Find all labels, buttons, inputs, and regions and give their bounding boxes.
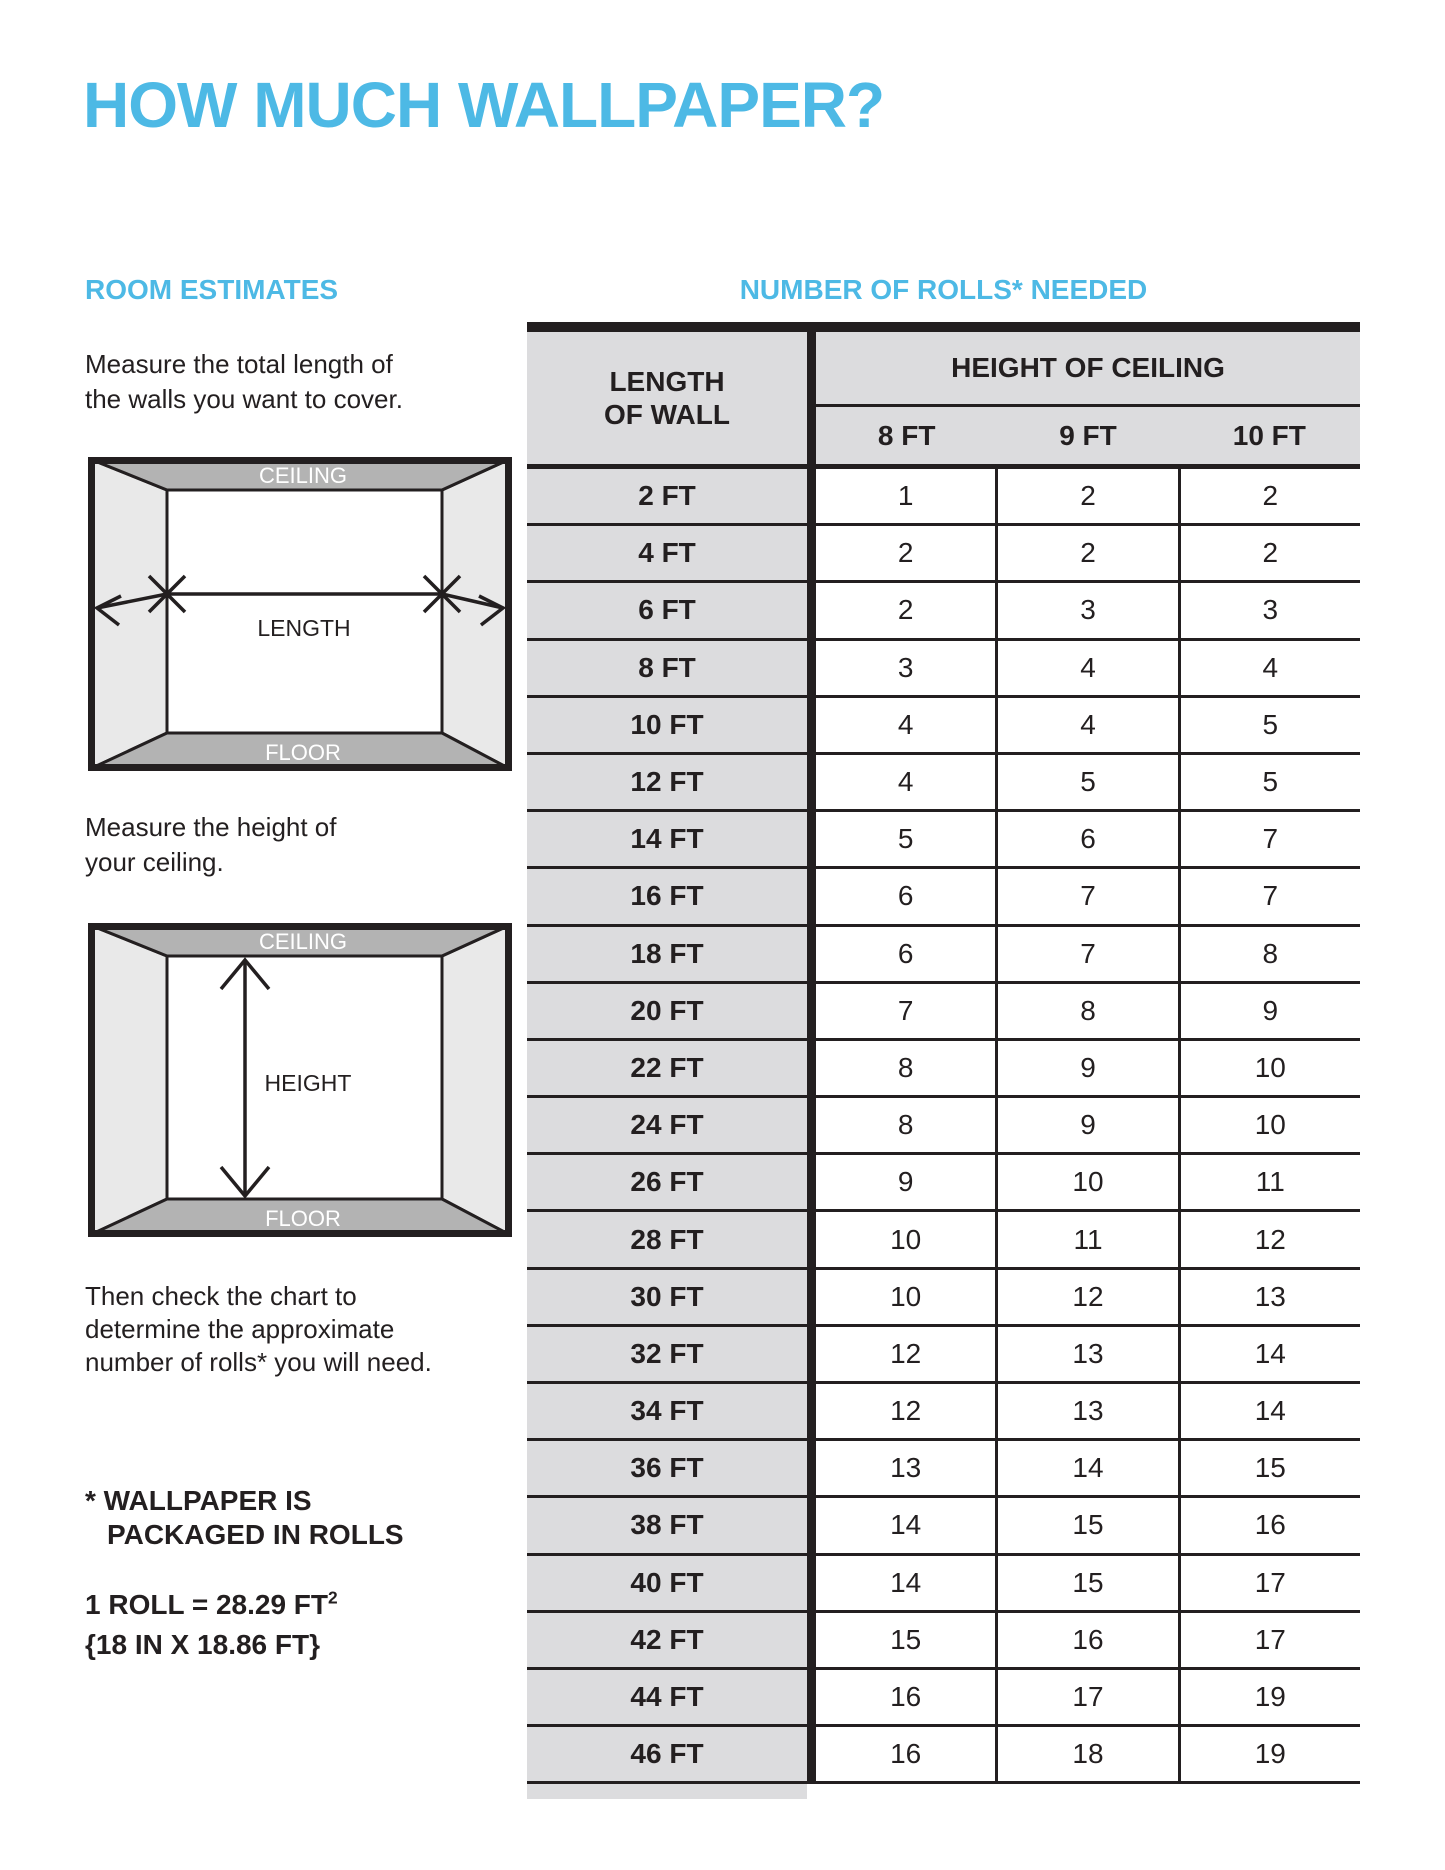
rolls-value-10ft: 15	[1181, 1441, 1360, 1495]
room-estimates-heading: ROOM ESTIMATES	[85, 274, 339, 305]
table-row	[527, 1155, 1360, 1212]
rolls-value-9ft: 13	[998, 1384, 1180, 1438]
wall-length-cell: 8 FT	[527, 641, 807, 695]
rolls-value-8ft: 1	[816, 469, 998, 523]
right-wall	[442, 459, 510, 769]
row-divider	[807, 869, 816, 923]
wall-length-cell: 2 FT	[527, 469, 807, 523]
left-column-tail	[527, 1784, 807, 1799]
wall-length-cell: 16 FT	[527, 869, 807, 923]
row-divider	[807, 755, 816, 809]
row-divider	[807, 526, 816, 580]
table-row	[527, 698, 1360, 755]
rolls-value-8ft: 7	[816, 984, 998, 1038]
table-row	[527, 984, 1360, 1041]
rolls-value-9ft: 16	[998, 1613, 1180, 1667]
ceiling-header-group	[816, 332, 1360, 464]
ceiling-label: CEILING	[258, 463, 348, 488]
length-of-wall-line2: OF WALL	[604, 399, 730, 430]
wall-length-cell: 36 FT	[527, 1441, 807, 1495]
step2-text	[85, 810, 337, 880]
row-divider	[807, 469, 816, 523]
row-divider	[807, 1270, 816, 1324]
table-row	[527, 1613, 1360, 1670]
rolls-value-9ft: 15	[998, 1498, 1180, 1552]
row-divider	[807, 1670, 816, 1724]
row-divider	[807, 698, 816, 752]
row-divider	[807, 1441, 816, 1495]
rolls-value-9ft: 4	[998, 698, 1180, 752]
rolls-value-10ft: 5	[1181, 698, 1360, 752]
rolls-value-10ft: 10	[1181, 1098, 1360, 1152]
table-row	[527, 812, 1360, 869]
back-wall	[167, 490, 442, 733]
table-row	[527, 1670, 1360, 1727]
rolls-value-9ft: 14	[998, 1441, 1180, 1495]
table-row	[527, 1441, 1360, 1498]
table-row	[527, 755, 1360, 812]
rolls-value-9ft: 2	[998, 526, 1180, 580]
length-of-wall-header	[527, 332, 807, 464]
header-divider	[807, 332, 816, 464]
floor-label: FLOOR	[265, 1206, 341, 1231]
rolls-value-8ft: 14	[816, 1498, 998, 1552]
step3-line3: number of rolls* you will need.	[85, 1347, 432, 1377]
rolls-value-8ft: 16	[816, 1727, 998, 1781]
row-divider	[807, 1098, 816, 1152]
wall-length-cell: 44 FT	[527, 1670, 807, 1724]
rolls-value-10ft: 7	[1181, 869, 1360, 923]
footnote-line1: * WALLPAPER IS	[85, 1485, 312, 1516]
rolls-value-8ft: 6	[816, 927, 998, 981]
rolls-value-8ft: 4	[816, 755, 998, 809]
roll-equation: 1 ROLL = 28.29 $FT^2$	[85, 1587, 338, 1620]
rolls-value-10ft: 17	[1181, 1613, 1360, 1667]
rolls-value-9ft: 18	[998, 1727, 1180, 1781]
rolls-value-8ft: 14	[816, 1556, 998, 1610]
step2-line1: Measure the height of	[85, 812, 337, 842]
rolls-value-9ft: 6	[998, 812, 1180, 866]
rolls-value-10ft: 14	[1181, 1327, 1360, 1381]
row-divider	[807, 812, 816, 866]
row-divider	[807, 1498, 816, 1552]
length-label: LENGTH	[257, 615, 351, 641]
rolls-value-8ft: 5	[816, 812, 998, 866]
height-of-ceiling-header: HEIGHT OF CEILING	[816, 332, 1360, 407]
roll-dimensions: {18 IN X 18.86 FT}	[85, 1629, 321, 1660]
footnote-line2: PACKAGED IN ROLLS	[107, 1519, 404, 1550]
table-row	[527, 869, 1360, 926]
roll-size-info	[85, 1585, 338, 1665]
rolls-value-10ft: 16	[1181, 1498, 1360, 1552]
table-row	[527, 583, 1360, 640]
rolls-value-10ft: 13	[1181, 1270, 1360, 1324]
left-wall	[90, 459, 167, 769]
row-divider	[807, 1384, 816, 1438]
row-divider	[807, 1212, 816, 1266]
table-row	[527, 1498, 1360, 1555]
step1-text	[85, 347, 403, 417]
rolls-value-9ft: 4	[998, 641, 1180, 695]
wall-length-cell: 34 FT	[527, 1384, 807, 1438]
rolls-value-8ft: 2	[816, 583, 998, 637]
row-divider	[807, 1727, 816, 1781]
ceiling-height-columns	[816, 407, 1360, 464]
col-header-9ft: 9 FT	[1059, 419, 1117, 451]
table-row	[527, 1098, 1360, 1155]
height-label: HEIGHT	[264, 1070, 352, 1096]
rolls-value-8ft: 6	[816, 869, 998, 923]
rolls-value-9ft: 10	[998, 1155, 1180, 1209]
wall-length-cell: 18 FT	[527, 927, 807, 981]
rolls-value-8ft: 10	[816, 1270, 998, 1324]
step2-line2: your ceiling.	[85, 847, 224, 877]
wall-length-cell: 28 FT	[527, 1212, 807, 1266]
table-row	[527, 1041, 1360, 1098]
roll-exponent: 2	[328, 1587, 338, 1608]
rolls-value-8ft: 8	[816, 1098, 998, 1152]
table-row	[527, 927, 1360, 984]
step1-line2: the walls you want to cover.	[85, 384, 403, 414]
rolls-value-10ft: 19	[1181, 1727, 1360, 1781]
rolls-value-8ft: 16	[816, 1670, 998, 1724]
rolls-value-9ft: 15	[998, 1556, 1180, 1610]
rolls-value-8ft: 4	[816, 698, 998, 752]
rolls-value-9ft: 12	[998, 1270, 1180, 1324]
left-wall	[90, 925, 167, 1235]
row-divider	[807, 1327, 816, 1381]
row-divider	[807, 984, 816, 1038]
rolls-value-8ft: 8	[816, 1041, 998, 1095]
rolls-value-9ft: 9	[998, 1098, 1180, 1152]
rolls-value-10ft: 4	[1181, 641, 1360, 695]
floor-label: FLOOR	[265, 740, 341, 765]
table-row	[527, 641, 1360, 698]
rolls-value-10ft: 2	[1181, 526, 1360, 580]
wall-length-cell: 46 FT	[527, 1727, 807, 1781]
rolls-table	[527, 322, 1360, 1799]
table-header	[527, 332, 1360, 464]
col-header-8ft: 8 FT	[877, 419, 936, 451]
rolls-value-9ft: 3	[998, 583, 1180, 637]
wall-length-cell: 30 FT	[527, 1270, 807, 1324]
rolls-value-10ft: 12	[1181, 1212, 1360, 1266]
rolls-footnote	[85, 1484, 404, 1552]
wall-length-cell: 26 FT	[527, 1155, 807, 1209]
rolls-value-9ft: 7	[998, 869, 1180, 923]
wall-length-cell: 32 FT	[527, 1327, 807, 1381]
table-row	[527, 526, 1360, 583]
step3-line1: Then check the chart to	[85, 1281, 357, 1311]
wall-length-cell: 6 FT	[527, 583, 807, 637]
rolls-value-9ft: 5	[998, 755, 1180, 809]
col-header-10ft: 10 FT	[1232, 419, 1306, 451]
ceiling-label: CEILING	[258, 929, 348, 954]
rolls-value-9ft: 13	[998, 1327, 1180, 1381]
wall-length-cell: 20 FT	[527, 984, 807, 1038]
wall-length-cell: 4 FT	[527, 526, 807, 580]
wall-length-cell: 38 FT	[527, 1498, 807, 1552]
rolls-value-9ft: 11	[998, 1212, 1180, 1266]
table-row	[527, 1212, 1360, 1269]
rolls-needed-heading: NUMBER OF ROLLS* NEEDED	[739, 274, 1148, 305]
rolls-value-8ft: 12	[816, 1384, 998, 1438]
rolls-value-9ft: 2	[998, 469, 1180, 523]
table-row	[527, 1270, 1360, 1327]
rolls-value-8ft: 2	[816, 526, 998, 580]
rolls-value-10ft: 14	[1181, 1384, 1360, 1438]
row-divider	[807, 1613, 816, 1667]
rolls-value-10ft: 3	[1181, 583, 1360, 637]
table-row	[527, 1556, 1360, 1613]
rolls-value-10ft: 17	[1181, 1556, 1360, 1610]
wall-length-cell: 42 FT	[527, 1613, 807, 1667]
rolls-value-10ft: 2	[1181, 469, 1360, 523]
row-divider	[807, 583, 816, 637]
rolls-value-9ft: 9	[998, 1041, 1180, 1095]
wall-length-cell: 24 FT	[527, 1098, 807, 1152]
wall-length-cell: 10 FT	[527, 698, 807, 752]
rolls-value-10ft: 5	[1181, 755, 1360, 809]
table-top-bar	[527, 322, 1360, 332]
wall-length-cell: 40 FT	[527, 1556, 807, 1610]
rolls-value-8ft: 9	[816, 1155, 998, 1209]
step1-line1: Measure the total length of	[85, 349, 393, 379]
length-room-diagram	[88, 457, 512, 771]
length-of-wall-line1: LENGTH	[609, 366, 725, 397]
row-divider	[807, 1556, 816, 1610]
rolls-value-10ft: 9	[1181, 984, 1360, 1038]
rolls-value-10ft: 11	[1181, 1155, 1360, 1209]
row-divider	[807, 641, 816, 695]
table-row	[527, 1727, 1360, 1784]
page-title: HOW MUCH WALLPAPER?	[83, 69, 885, 141]
right-wall	[442, 925, 510, 1235]
table-row	[527, 1384, 1360, 1441]
rolls-value-8ft: 10	[816, 1212, 998, 1266]
row-divider	[807, 1155, 816, 1209]
rolls-value-9ft: 7	[998, 927, 1180, 981]
step3-text	[85, 1280, 432, 1379]
table-row	[527, 469, 1360, 526]
table-row	[527, 1327, 1360, 1384]
rolls-value-10ft: 19	[1181, 1670, 1360, 1724]
wall-length-cell: 12 FT	[527, 755, 807, 809]
rolls-value-10ft: 10	[1181, 1041, 1360, 1095]
table-rows	[527, 469, 1360, 1784]
row-divider	[807, 1041, 816, 1095]
step3-line2: determine the approximate	[85, 1314, 395, 1344]
rolls-value-8ft: 13	[816, 1441, 998, 1495]
rolls-value-8ft: 12	[816, 1327, 998, 1381]
rolls-value-9ft: 8	[998, 984, 1180, 1038]
rolls-value-10ft: 7	[1181, 812, 1360, 866]
rolls-value-10ft: 8	[1181, 927, 1360, 981]
rolls-value-8ft: 15	[816, 1613, 998, 1667]
row-divider	[807, 927, 816, 981]
height-room-diagram	[88, 923, 512, 1237]
rolls-value-8ft: 3	[816, 641, 998, 695]
wall-length-cell: 14 FT	[527, 812, 807, 866]
rolls-value-9ft: 17	[998, 1670, 1180, 1724]
wall-length-cell: 22 FT	[527, 1041, 807, 1095]
